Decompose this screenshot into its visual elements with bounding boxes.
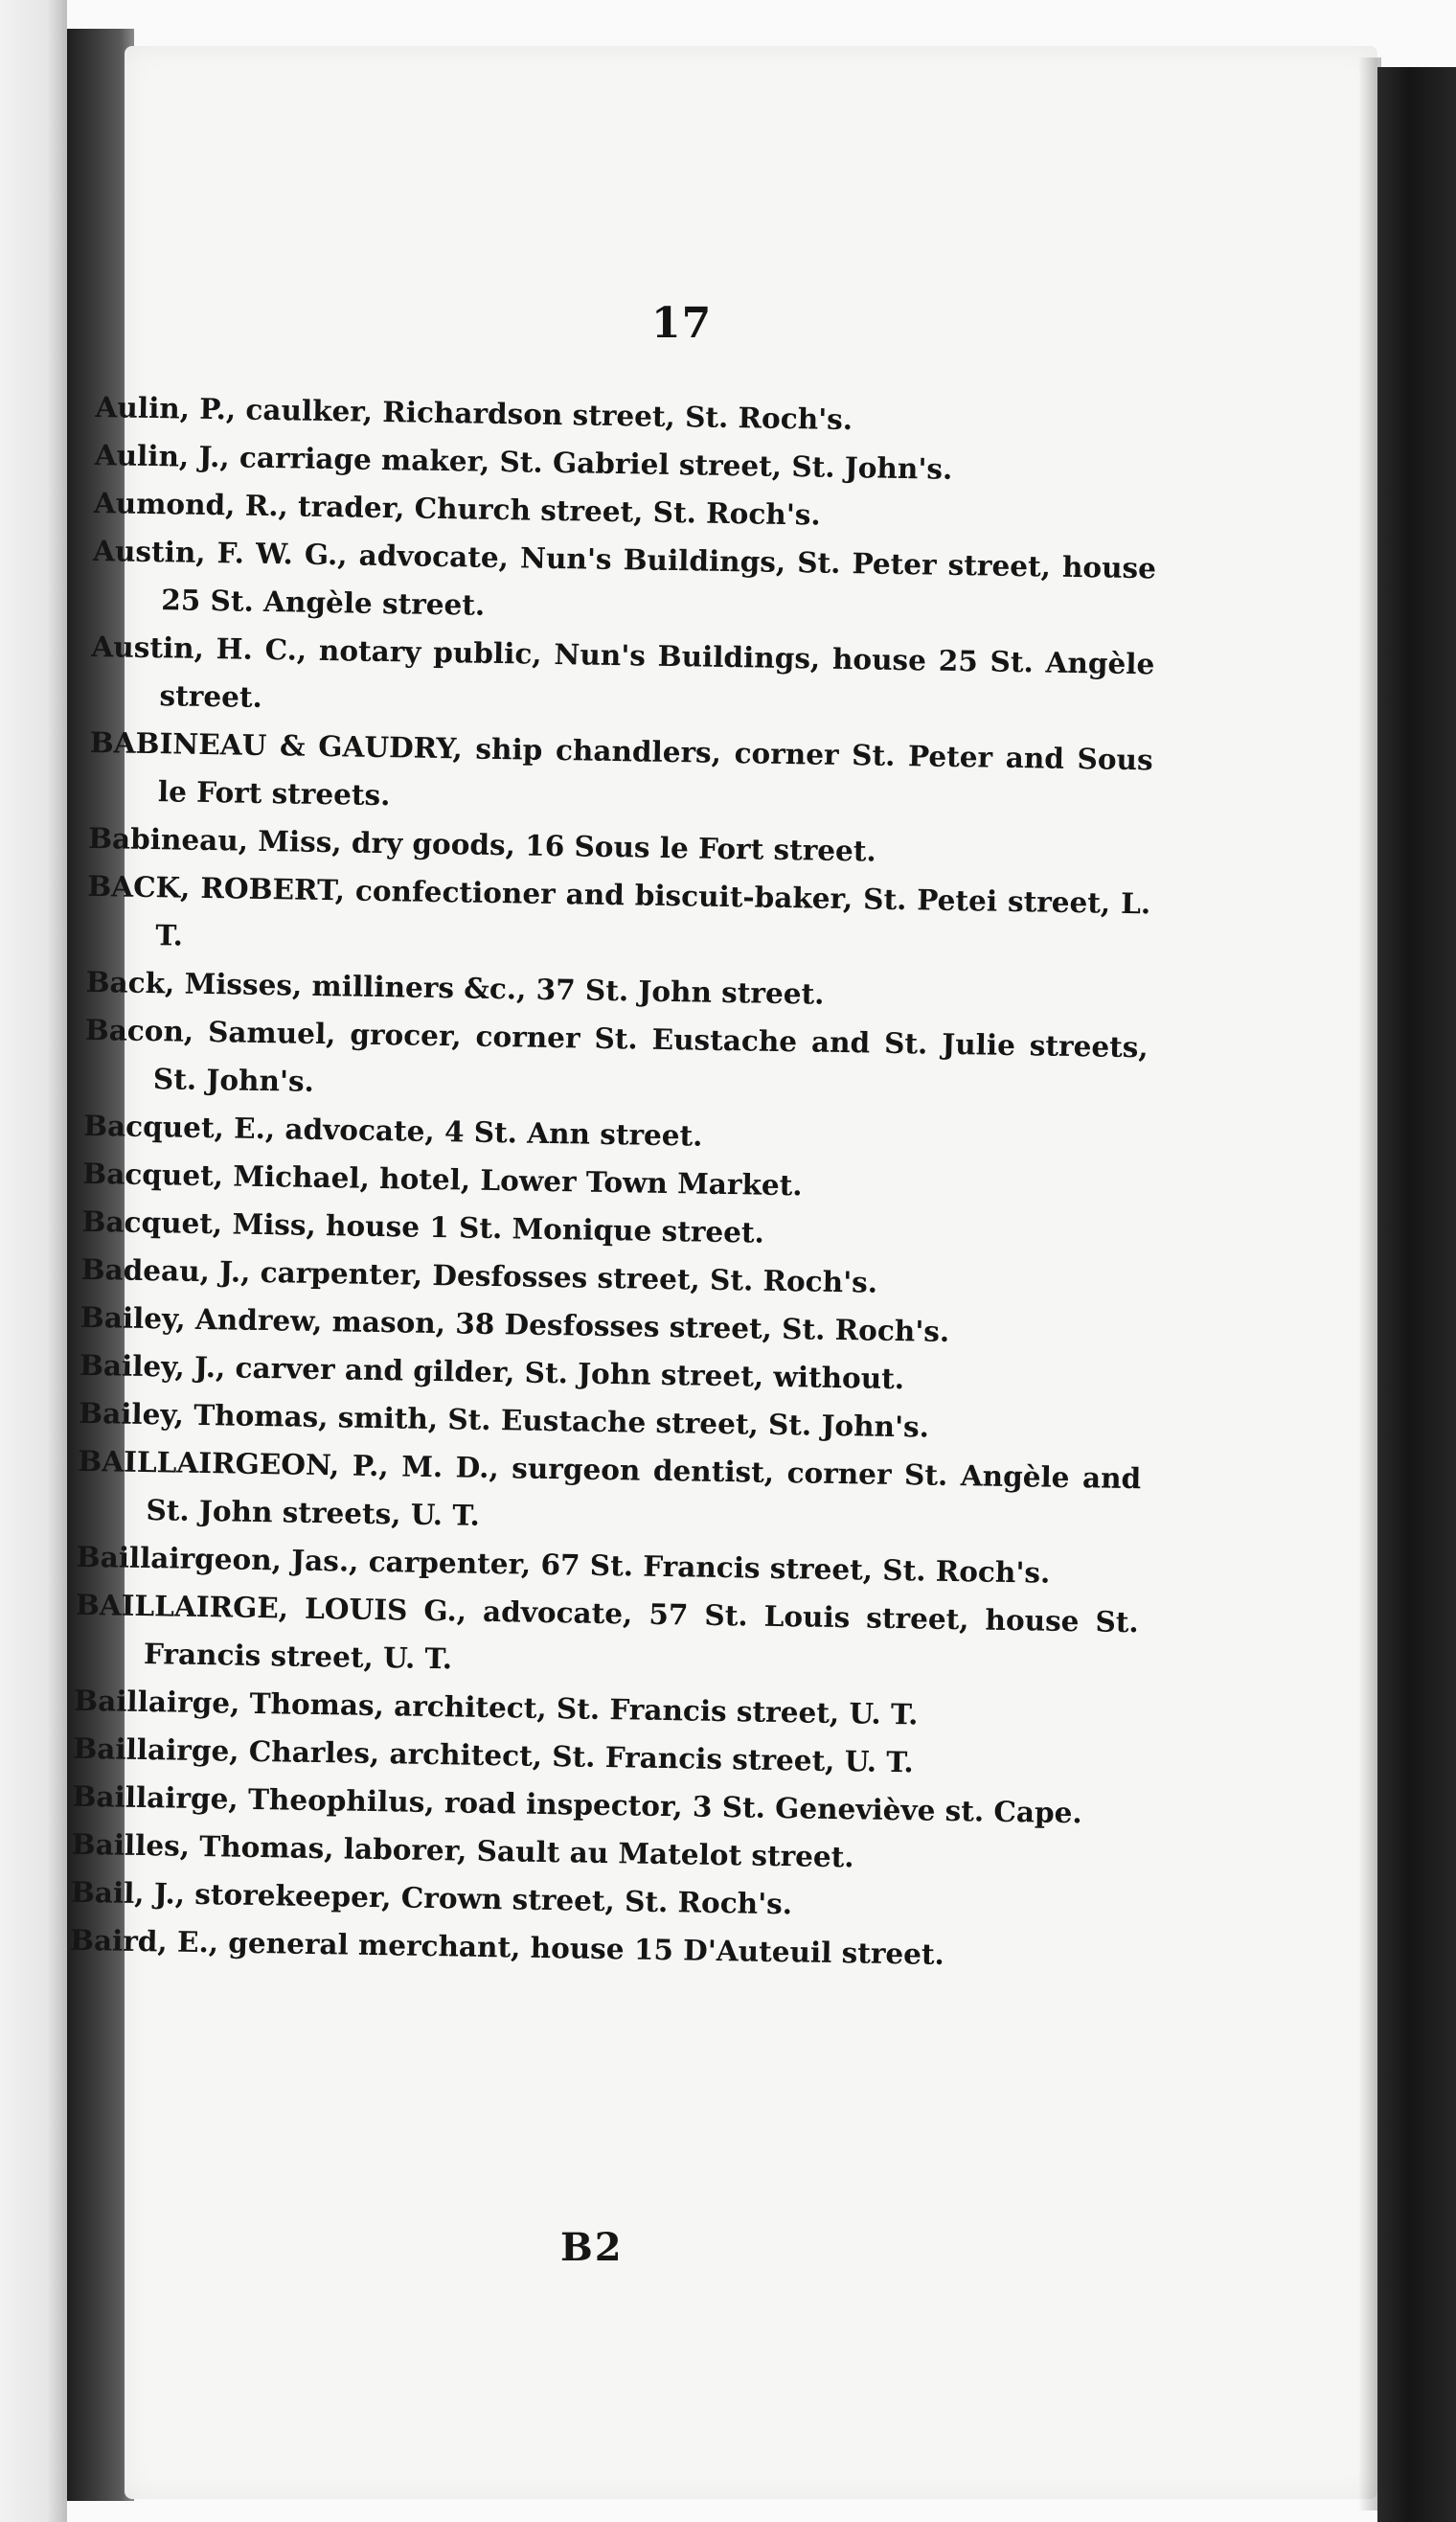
directory-entry: Austin, F. W. G., advocate, Nun's Buildings, St. Peter street, house 25 St. Angèle street. bbox=[92, 533, 1157, 622]
directory-entry: Baillairge, Charles, architect, St. Francis street, U. T. bbox=[73, 1731, 915, 1779]
directory-entry: Bacquet, E., advocate, 4 St. Ann street. bbox=[82, 1108, 703, 1153]
directory-entry: Bail, J., storekeeper, Crown street, St. Roch's. bbox=[70, 1874, 793, 1921]
directory-entry: Babineau, Miss, dry goods, 16 Sous le Fort street. bbox=[87, 820, 876, 868]
directory-entry: Baird, E., general merchant, house 15 D'Auteuil street. bbox=[69, 1922, 945, 1971]
directory-entry: Back, Misses, milliners &c., 37 St. John street. bbox=[85, 964, 825, 1011]
directory-entry: BACK, ROBERT, confectioner and biscuit-baker, St. Petei street, L. T. bbox=[87, 868, 1151, 952]
directory-entry: BABINEAU & GAUDRY, ship chandlers, corner St. Peter and Sous le Fort streets. bbox=[89, 724, 1153, 813]
directory-entry: Bailey, Thomas, smith, St. Eustache street, St. John's. bbox=[78, 1395, 930, 1444]
directory-entry: Aulin, P., caulker, Richardson street, St. Roch's. bbox=[95, 389, 853, 437]
directory-entry: Aumond, R., trader, Church street, St. Roch's. bbox=[93, 485, 821, 532]
directory-entry: Baillairge, Theophilus, road inspector, 3 St. Geneviève st. Cape. bbox=[72, 1778, 1082, 1830]
directory-entries bbox=[70, 383, 1159, 1982]
signature-mark: B2 bbox=[560, 2225, 624, 2270]
directory-entry: Bailey, J., carver and gilder, St. John street, without. bbox=[79, 1347, 905, 1396]
page-block-edge bbox=[1377, 67, 1456, 2522]
directory-entry: Bailles, Thomas, laborer, Sault au Matelot street. bbox=[71, 1826, 854, 1874]
page-number: 17 bbox=[651, 299, 713, 348]
facing-page-edge bbox=[0, 0, 67, 2522]
directory-entry: Bacquet, Miss, house 1 St. Monique street. bbox=[81, 1204, 765, 1250]
directory-entry: BAILLAIRGEON, P., M. D., surgeon dentist, corner St. Angèle and St. John streets, U. T. bbox=[78, 1443, 1142, 1532]
directory-entry: Badeau, J., carpenter, Desfosses street, St. Roch's. bbox=[80, 1251, 878, 1299]
directory-entry: Bacquet, Michael, hotel, Lower Town Market. bbox=[82, 1156, 803, 1203]
directory-entry: Aulin, J., carriage maker, St. Gabriel street, St. John's. bbox=[94, 437, 953, 486]
directory-entry: Baillairgeon, Jas., carpenter, 67 St. Francis street, St. Roch's. bbox=[76, 1539, 1051, 1590]
directory-entry: Bacon, Samuel, grocer, corner St. Eustache and St. Julie streets, St. John's. bbox=[84, 1012, 1149, 1098]
directory-entry: Baillairge, Thomas, architect, St. Francis street, U. T. bbox=[73, 1683, 919, 1731]
directory-entry: Bailey, Andrew, mason, 38 Desfosses street, St. Roch's. bbox=[80, 1299, 950, 1348]
directory-entry: BAILLAIRGE, LOUIS G., advocate, 57 St. Louis street, house St. Francis street, U. T. bbox=[75, 1587, 1140, 1676]
directory-entry: Austin, H. C., notary public, Nun's Buildings, house 25 St. Angèle street. bbox=[91, 629, 1155, 714]
